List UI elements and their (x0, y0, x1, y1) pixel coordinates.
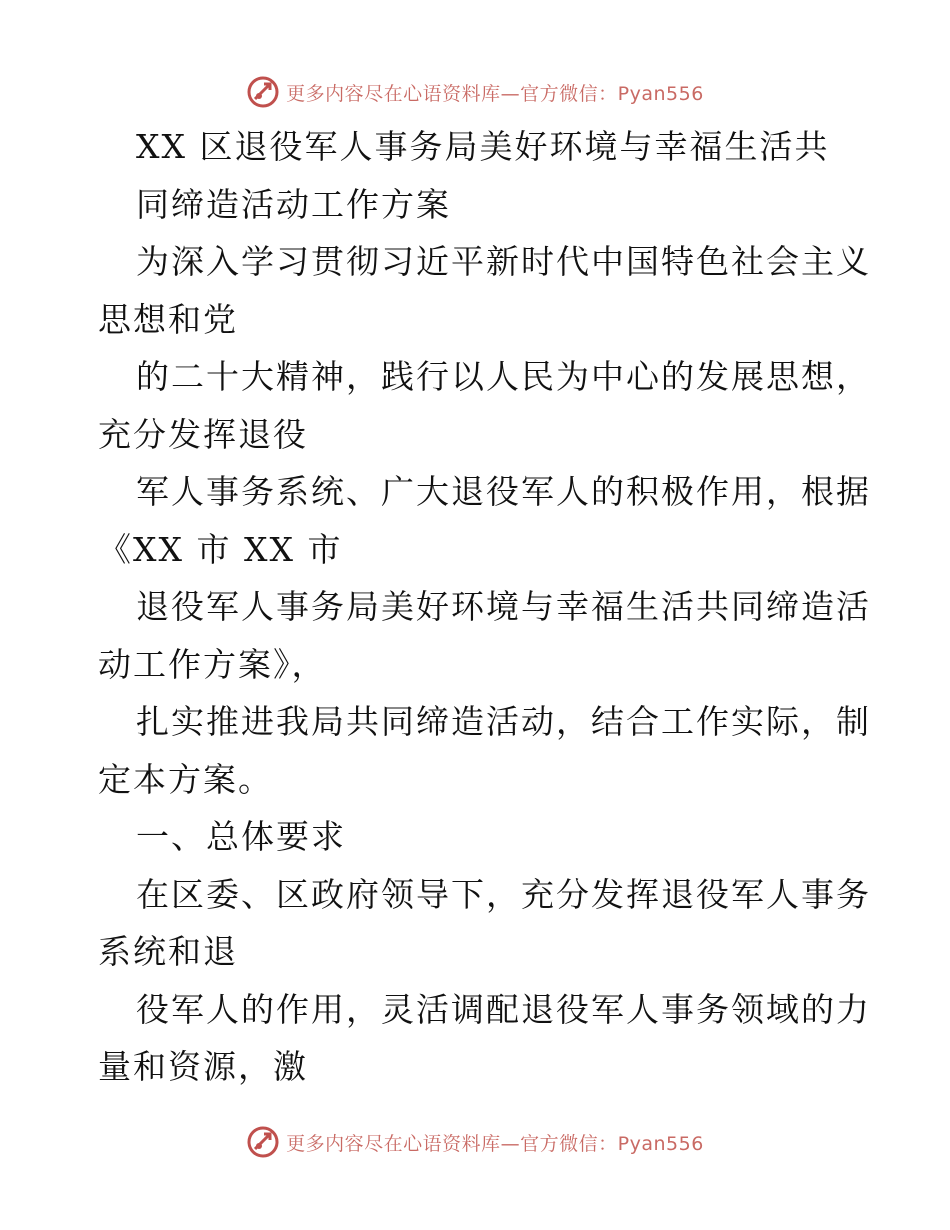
doc-line: 在区委、区政府领导下，充分发挥退役军人事务 (136, 874, 871, 914)
doc-line: 思想和党 (98, 299, 238, 339)
watermark-text: 更多内容尽在心语资料库—官方微信：Pyan556 (286, 1132, 704, 1155)
doc-line: 扎实推进我局共同缔造活动，结合工作实际，制 (136, 702, 871, 741)
header-watermark (0, 72, 950, 112)
document-body (98, 118, 871, 1096)
watermark-text: 更多内容尽在心语资料库—官方微信：Pyan556 (286, 82, 704, 105)
section-heading: 一、总体要求 (136, 817, 346, 856)
doc-line: 充分发挥退役 (98, 414, 308, 454)
footer-watermark (0, 1122, 950, 1162)
watermark-logo-icon (246, 75, 280, 109)
doc-line: XX 区退役军人事务局美好环境与幸福生活共 (136, 127, 830, 166)
doc-line: 同缔造活动工作方案 (136, 184, 451, 224)
doc-line: 役军人的作用，灵活调配退役军人事务领域的力 (136, 989, 871, 1029)
doc-line: 定本方案。 (98, 759, 273, 799)
doc-line: 系统和退 (98, 932, 238, 971)
doc-line: 动工作方案》， (98, 644, 327, 684)
watermark-logo-icon (246, 1125, 280, 1159)
doc-line: 退役军人事务局美好环境与幸福生活共同缔造活 (136, 587, 871, 626)
doc-line: 的二十大精神，践行以人民为中心的发展思想， (136, 357, 871, 396)
doc-line: 军人事务系统、广大退役军人的积极作用，根据 (136, 472, 871, 511)
doc-line: 《XX 市 XX 市 (98, 529, 343, 569)
doc-line: 量和资源，激 (98, 1047, 308, 1086)
doc-line: 为深入学习贯彻习近平新时代中国特色社会主义 (136, 242, 871, 281)
